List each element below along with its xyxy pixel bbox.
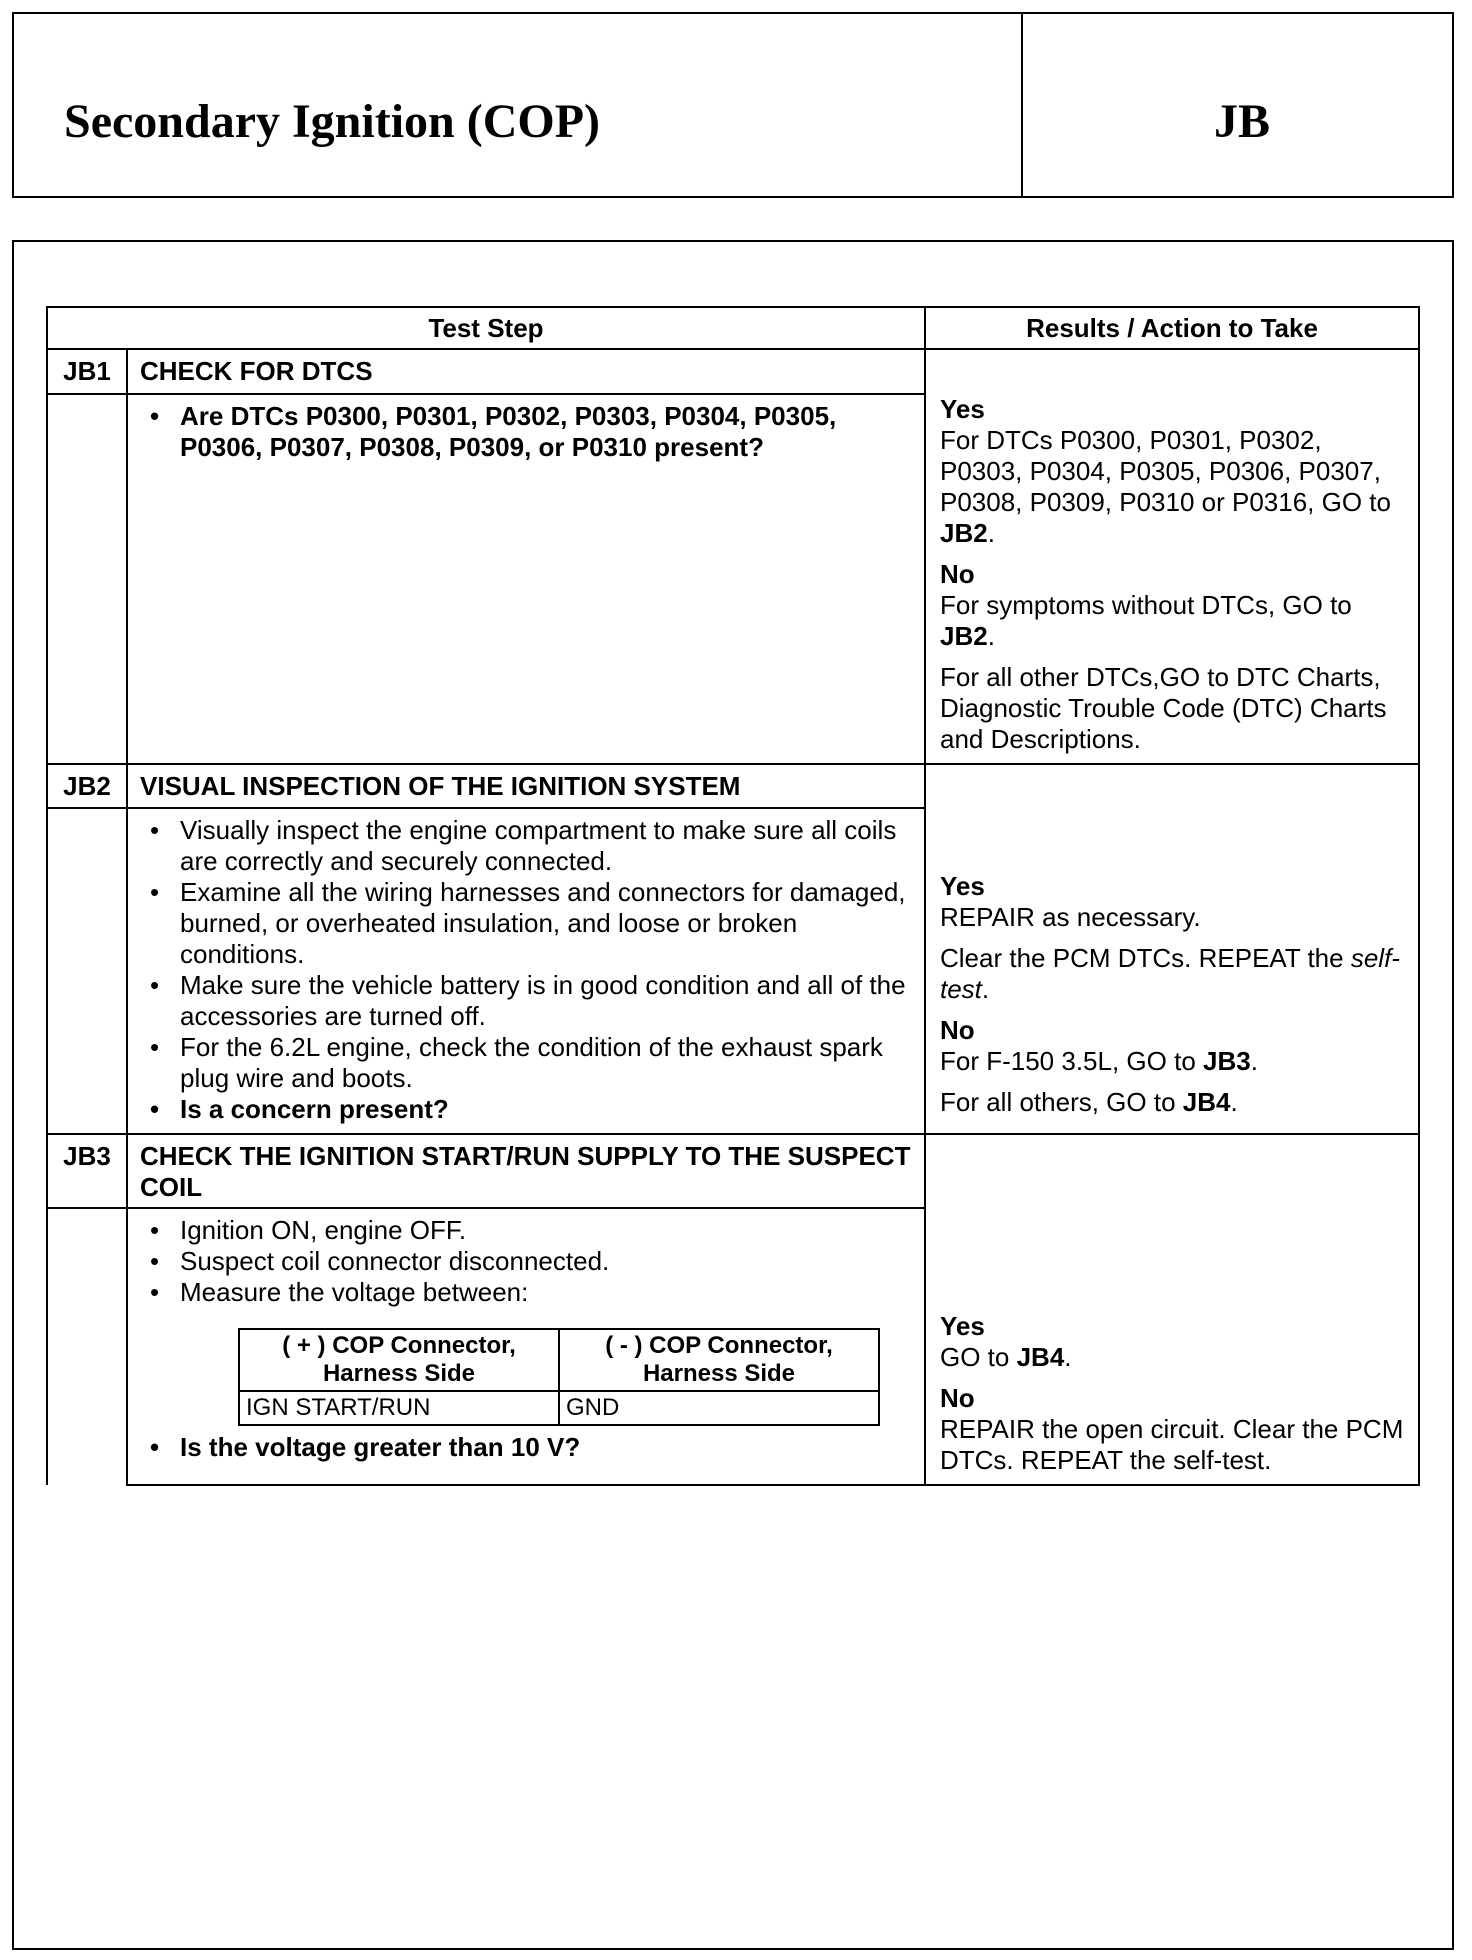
measurement-table bbox=[238, 1328, 880, 1426]
result-text: For symptoms without DTCs, GO to JB2. bbox=[940, 590, 1352, 651]
no-label: No bbox=[940, 1015, 975, 1045]
step-jb3-results bbox=[925, 1134, 1419, 1485]
result-no bbox=[940, 1383, 1408, 1476]
result-no bbox=[940, 559, 1408, 755]
no-label: No bbox=[940, 1383, 975, 1413]
goto-link-jb2[interactable]: JB2 bbox=[940, 518, 988, 548]
goto-link-jb4[interactable]: JB4 bbox=[1182, 1087, 1231, 1117]
step-question: • Is a concern present? bbox=[180, 1094, 914, 1125]
step-title: CHECK FOR DTCS bbox=[127, 349, 925, 394]
step-jb2-results bbox=[925, 764, 1419, 1134]
yes-label: Yes bbox=[940, 1311, 985, 1341]
result-yes bbox=[940, 871, 1408, 1005]
step-id-spacer bbox=[47, 808, 127, 1134]
measurement-cell: GND bbox=[559, 1391, 879, 1425]
step-jb3-title-row bbox=[47, 1134, 1419, 1208]
test-step-table bbox=[46, 306, 1420, 1486]
no-label: No bbox=[940, 559, 975, 589]
yes-label: Yes bbox=[940, 394, 985, 424]
step-jb2-title-row bbox=[47, 764, 1419, 808]
result-text: GO to JB4. bbox=[940, 1342, 1072, 1372]
step-instruction: • For the 6.2L engine, check the condition of the exhaust spark plug wire and boots. bbox=[180, 1032, 914, 1094]
step-instruction: • Make sure the vehicle battery is in good condition and all of the accessories are turned off. bbox=[180, 970, 914, 1032]
result-text: For DTCs P0300, P0301, P0302, P0303, P0304, P0305, P0306, P0307, P0308, P0309, P0310 or P0316, GO to JB2. bbox=[940, 425, 1391, 548]
page-title: Secondary Ignition (COP) bbox=[64, 95, 601, 148]
step-title: CHECK THE IGNITION START/RUN SUPPLY TO THE SUSPECT COIL bbox=[127, 1134, 925, 1208]
result-text: Clear the PCM DTCs. REPEAT the self-test. bbox=[940, 943, 1400, 1004]
step-instruction: • Visually inspect the engine compartment to make sure all coils are correctly and securely connected. bbox=[180, 815, 914, 877]
step-question: • Are DTCs P0300, P0301, P0302, P0303, P0304, P0305, P0306, P0307, P0308, P0309, or P0310 present? bbox=[180, 401, 914, 463]
result-yes bbox=[940, 394, 1408, 549]
measurement-col-negative: ( - ) COP Connector, Harness Side bbox=[559, 1329, 879, 1391]
goto-link-jb4[interactable]: JB4 bbox=[1016, 1342, 1065, 1372]
page-header bbox=[12, 12, 1454, 198]
step-jb3-body bbox=[127, 1208, 925, 1485]
section-code: JB bbox=[1214, 95, 1271, 148]
step-jb1-results bbox=[925, 349, 1419, 764]
col-header-results: Results / Action to Take bbox=[925, 307, 1419, 349]
step-title: VISUAL INSPECTION OF THE IGNITION SYSTEM bbox=[127, 764, 925, 808]
step-jb1-body bbox=[127, 394, 925, 764]
step-instruction: • Examine all the wiring harnesses and connectors for damaged, burned, or overheated insulation, and loose or broken conditions. bbox=[180, 877, 914, 970]
step-instruction: • Ignition ON, engine OFF. bbox=[180, 1215, 914, 1246]
step-jb1-title-row bbox=[47, 349, 1419, 394]
step-id: JB2 bbox=[47, 764, 127, 808]
goto-link-jb3[interactable]: JB3 bbox=[1203, 1046, 1251, 1076]
col-header-test-step: Test Step bbox=[47, 307, 925, 349]
goto-link-jb2[interactable]: JB2 bbox=[940, 621, 988, 651]
step-question: • Is the voltage greater than 10 V? bbox=[180, 1432, 914, 1463]
result-text: For all others, GO to JB4. bbox=[940, 1087, 1238, 1117]
step-id-spacer bbox=[47, 1208, 127, 1485]
measurement-col-positive: ( + ) COP Connector, Harness Side bbox=[239, 1329, 559, 1391]
result-no bbox=[940, 1015, 1408, 1118]
step-id-spacer bbox=[47, 394, 127, 764]
step-instruction: • Suspect coil connector disconnected. bbox=[180, 1246, 914, 1277]
step-id: JB3 bbox=[47, 1134, 127, 1208]
result-text: REPAIR as necessary. bbox=[940, 902, 1201, 932]
measurement-cell: IGN START/RUN bbox=[239, 1391, 559, 1425]
result-text: For F-150 3.5L, GO to JB3. bbox=[940, 1046, 1258, 1076]
yes-label: Yes bbox=[940, 871, 985, 901]
result-yes bbox=[940, 1311, 1408, 1373]
result-text: REPAIR the open circuit. Clear the PCM DTCs. REPEAT the self-test. bbox=[940, 1414, 1404, 1475]
result-text: For all other DTCs,GO to DTC Charts, Diagnostic Trouble Code (DTC) Charts and Descriptions. bbox=[940, 662, 1387, 754]
step-instruction: • Measure the voltage between: bbox=[180, 1277, 914, 1308]
step-jb2-body bbox=[127, 808, 925, 1134]
step-id: JB1 bbox=[47, 349, 127, 394]
header-divider bbox=[1021, 14, 1023, 196]
